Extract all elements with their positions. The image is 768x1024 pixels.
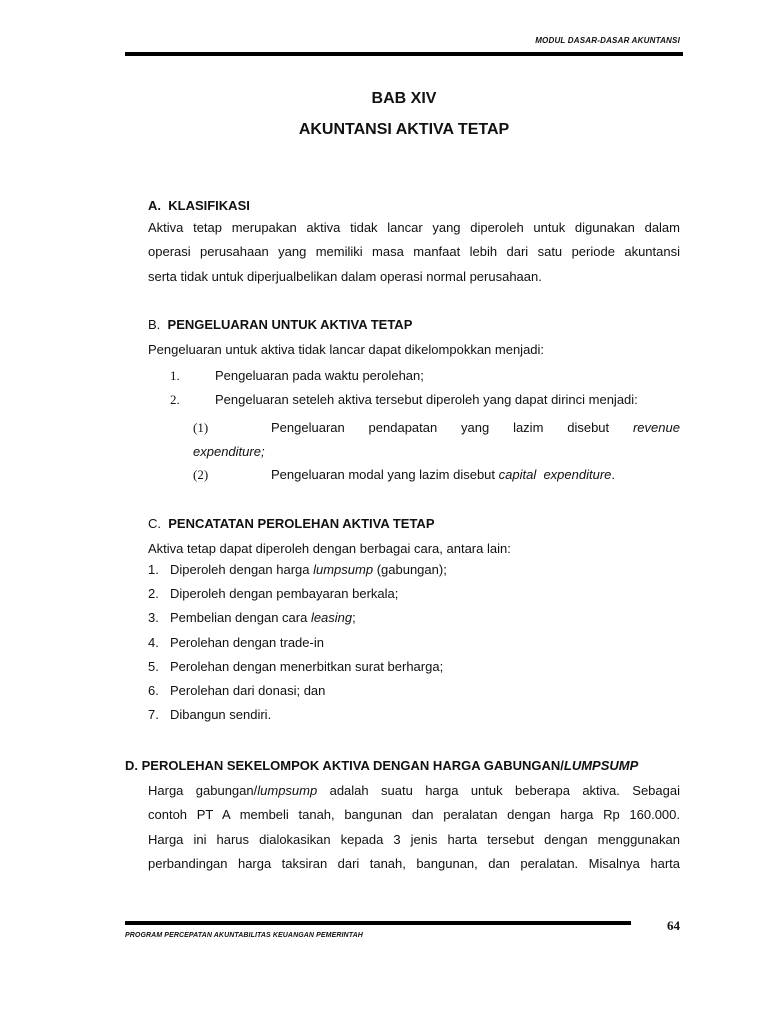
list-number: 3. bbox=[148, 610, 159, 626]
text: Diperoleh dengan harga bbox=[170, 562, 314, 577]
module-header-title: MODUL DASAR-DASAR AKUNTANSI bbox=[535, 36, 680, 45]
text: (gabungan); bbox=[373, 562, 447, 577]
list-number: 4. bbox=[148, 634, 159, 650]
list-number: 2. bbox=[148, 586, 159, 602]
list-number: 2. bbox=[170, 392, 180, 407]
sub-item-number: (1) bbox=[193, 420, 209, 435]
italic-term: revenue bbox=[632, 420, 680, 435]
text: Harga gabungan/ bbox=[148, 783, 258, 798]
list-text: Pengeluaran seteleh aktiva tersebut diperoleh yang dapat dirinci menjadi: bbox=[215, 392, 638, 407]
paragraph-line: serta tidak untuk diperjualbelikan dalam operasi normal perusahaan. bbox=[148, 268, 542, 284]
section-d-paragraph bbox=[148, 779, 680, 876]
text: . bbox=[611, 467, 616, 482]
word: Pengeluaran bbox=[271, 420, 345, 435]
section-b-intro: Pengeluaran untuk aktiva tidak lancar dapat dikelompokkan menjadi: bbox=[148, 342, 545, 357]
word: lazim bbox=[513, 420, 544, 435]
section-a-heading bbox=[148, 198, 250, 213]
section-a-paragraph bbox=[148, 216, 680, 289]
paragraph-line: operasi perusahaan yang memiliki masa manfaat lebih dari satu periode akuntansi bbox=[148, 244, 680, 260]
section-b-heading bbox=[148, 317, 412, 332]
text: Dibangun sendiri. bbox=[170, 707, 272, 723]
list-text: Pengeluaran pada waktu perolehan; bbox=[215, 368, 424, 383]
text: Diperoleh dengan pembayaran berkala; bbox=[170, 586, 399, 602]
footer-program-title: PROGRAM PERCEPATAN AKUNTABILITAS KEUANGAN PEMERINTAH bbox=[125, 932, 363, 939]
section-d-heading bbox=[125, 758, 638, 773]
italic-term: lumpsump bbox=[313, 562, 374, 577]
paragraph-line: Harga ini harus dialokasikan kepada 3 jenis harta tersebut dengan menggunakan bbox=[148, 831, 680, 847]
sub-item-number: (2) bbox=[193, 467, 209, 482]
list-number: 1. bbox=[148, 562, 159, 577]
chapter-title: AKUNTANSI AKTIVA TETAP bbox=[298, 121, 510, 138]
list-number: 7. bbox=[148, 707, 159, 723]
list-text bbox=[170, 562, 447, 577]
list-text bbox=[170, 635, 324, 650]
list-text bbox=[170, 586, 398, 601]
italic-term: lumpsump bbox=[257, 783, 318, 798]
section-title: PENCATATAN PEROLEHAN AKTIVA TETAP bbox=[168, 516, 435, 531]
section-letter: C. bbox=[148, 516, 161, 531]
header-rule bbox=[125, 52, 683, 56]
sub-item-text bbox=[271, 463, 615, 486]
list-number: 5. bbox=[148, 658, 159, 674]
italic-term: capital expenditure bbox=[498, 467, 612, 482]
section-title: PENGELUARAN UNTUK AKTIVA TETAP bbox=[167, 317, 413, 332]
text: ; bbox=[352, 610, 356, 626]
text: Perolehan dengan menerbitkan surat berharga; bbox=[170, 658, 444, 674]
text: Perolehan dengan trade-in bbox=[170, 634, 324, 650]
paragraph-line: contoh PT A membeli tanah, bangunan dan peralatan dengan harga Rp 160.000. bbox=[148, 807, 680, 823]
list-text bbox=[170, 683, 325, 698]
text: adalah suatu harga untuk beberapa aktiva. Sebagai bbox=[317, 783, 680, 798]
sub-item-text bbox=[271, 416, 680, 439]
section-letter: B. bbox=[148, 317, 161, 332]
word: pendapatan bbox=[368, 420, 438, 435]
text: Perolehan dari donasi; dan bbox=[170, 683, 326, 698]
list-number: 6. bbox=[148, 683, 159, 698]
list-text bbox=[170, 659, 443, 674]
footer-rule bbox=[125, 921, 631, 925]
page-number: 64 bbox=[667, 918, 680, 933]
paragraph-line: perbandingan harga taksiran dari tanah, bangunan, dan peralatan. Misalnya harta bbox=[148, 855, 680, 871]
list-number: 1. bbox=[170, 368, 180, 383]
italic-term: LUMPSUMP bbox=[563, 758, 639, 773]
list-text bbox=[170, 610, 356, 625]
section-title: D. PEROLEHAN SEKELOMPOK AKTIVA DENGAN HARGA GABUNGAN/ bbox=[125, 758, 564, 773]
paragraph-line bbox=[148, 779, 680, 803]
word: yang bbox=[461, 420, 490, 435]
chapter-number: BAB XIV bbox=[371, 90, 437, 107]
word: disebut bbox=[567, 420, 610, 435]
section-letter: A. bbox=[148, 198, 161, 213]
text: Pengeluaran modal yang lazim disebut bbox=[271, 467, 499, 482]
paragraph-line: Aktiva tetap merupakan aktiva tidak lancar yang diperoleh untuk digunakan dalam bbox=[148, 220, 680, 235]
italic-term: expenditure; bbox=[193, 444, 265, 459]
section-c-intro: Aktiva tetap dapat diperoleh dengan berbagai cara, antara lain: bbox=[148, 541, 511, 556]
section-title: KLASIFIKASI bbox=[168, 198, 250, 213]
text: Pembelian dengan cara bbox=[170, 610, 311, 626]
italic-term: leasing bbox=[310, 610, 353, 626]
list-text bbox=[170, 707, 271, 722]
section-c-heading bbox=[148, 516, 435, 531]
